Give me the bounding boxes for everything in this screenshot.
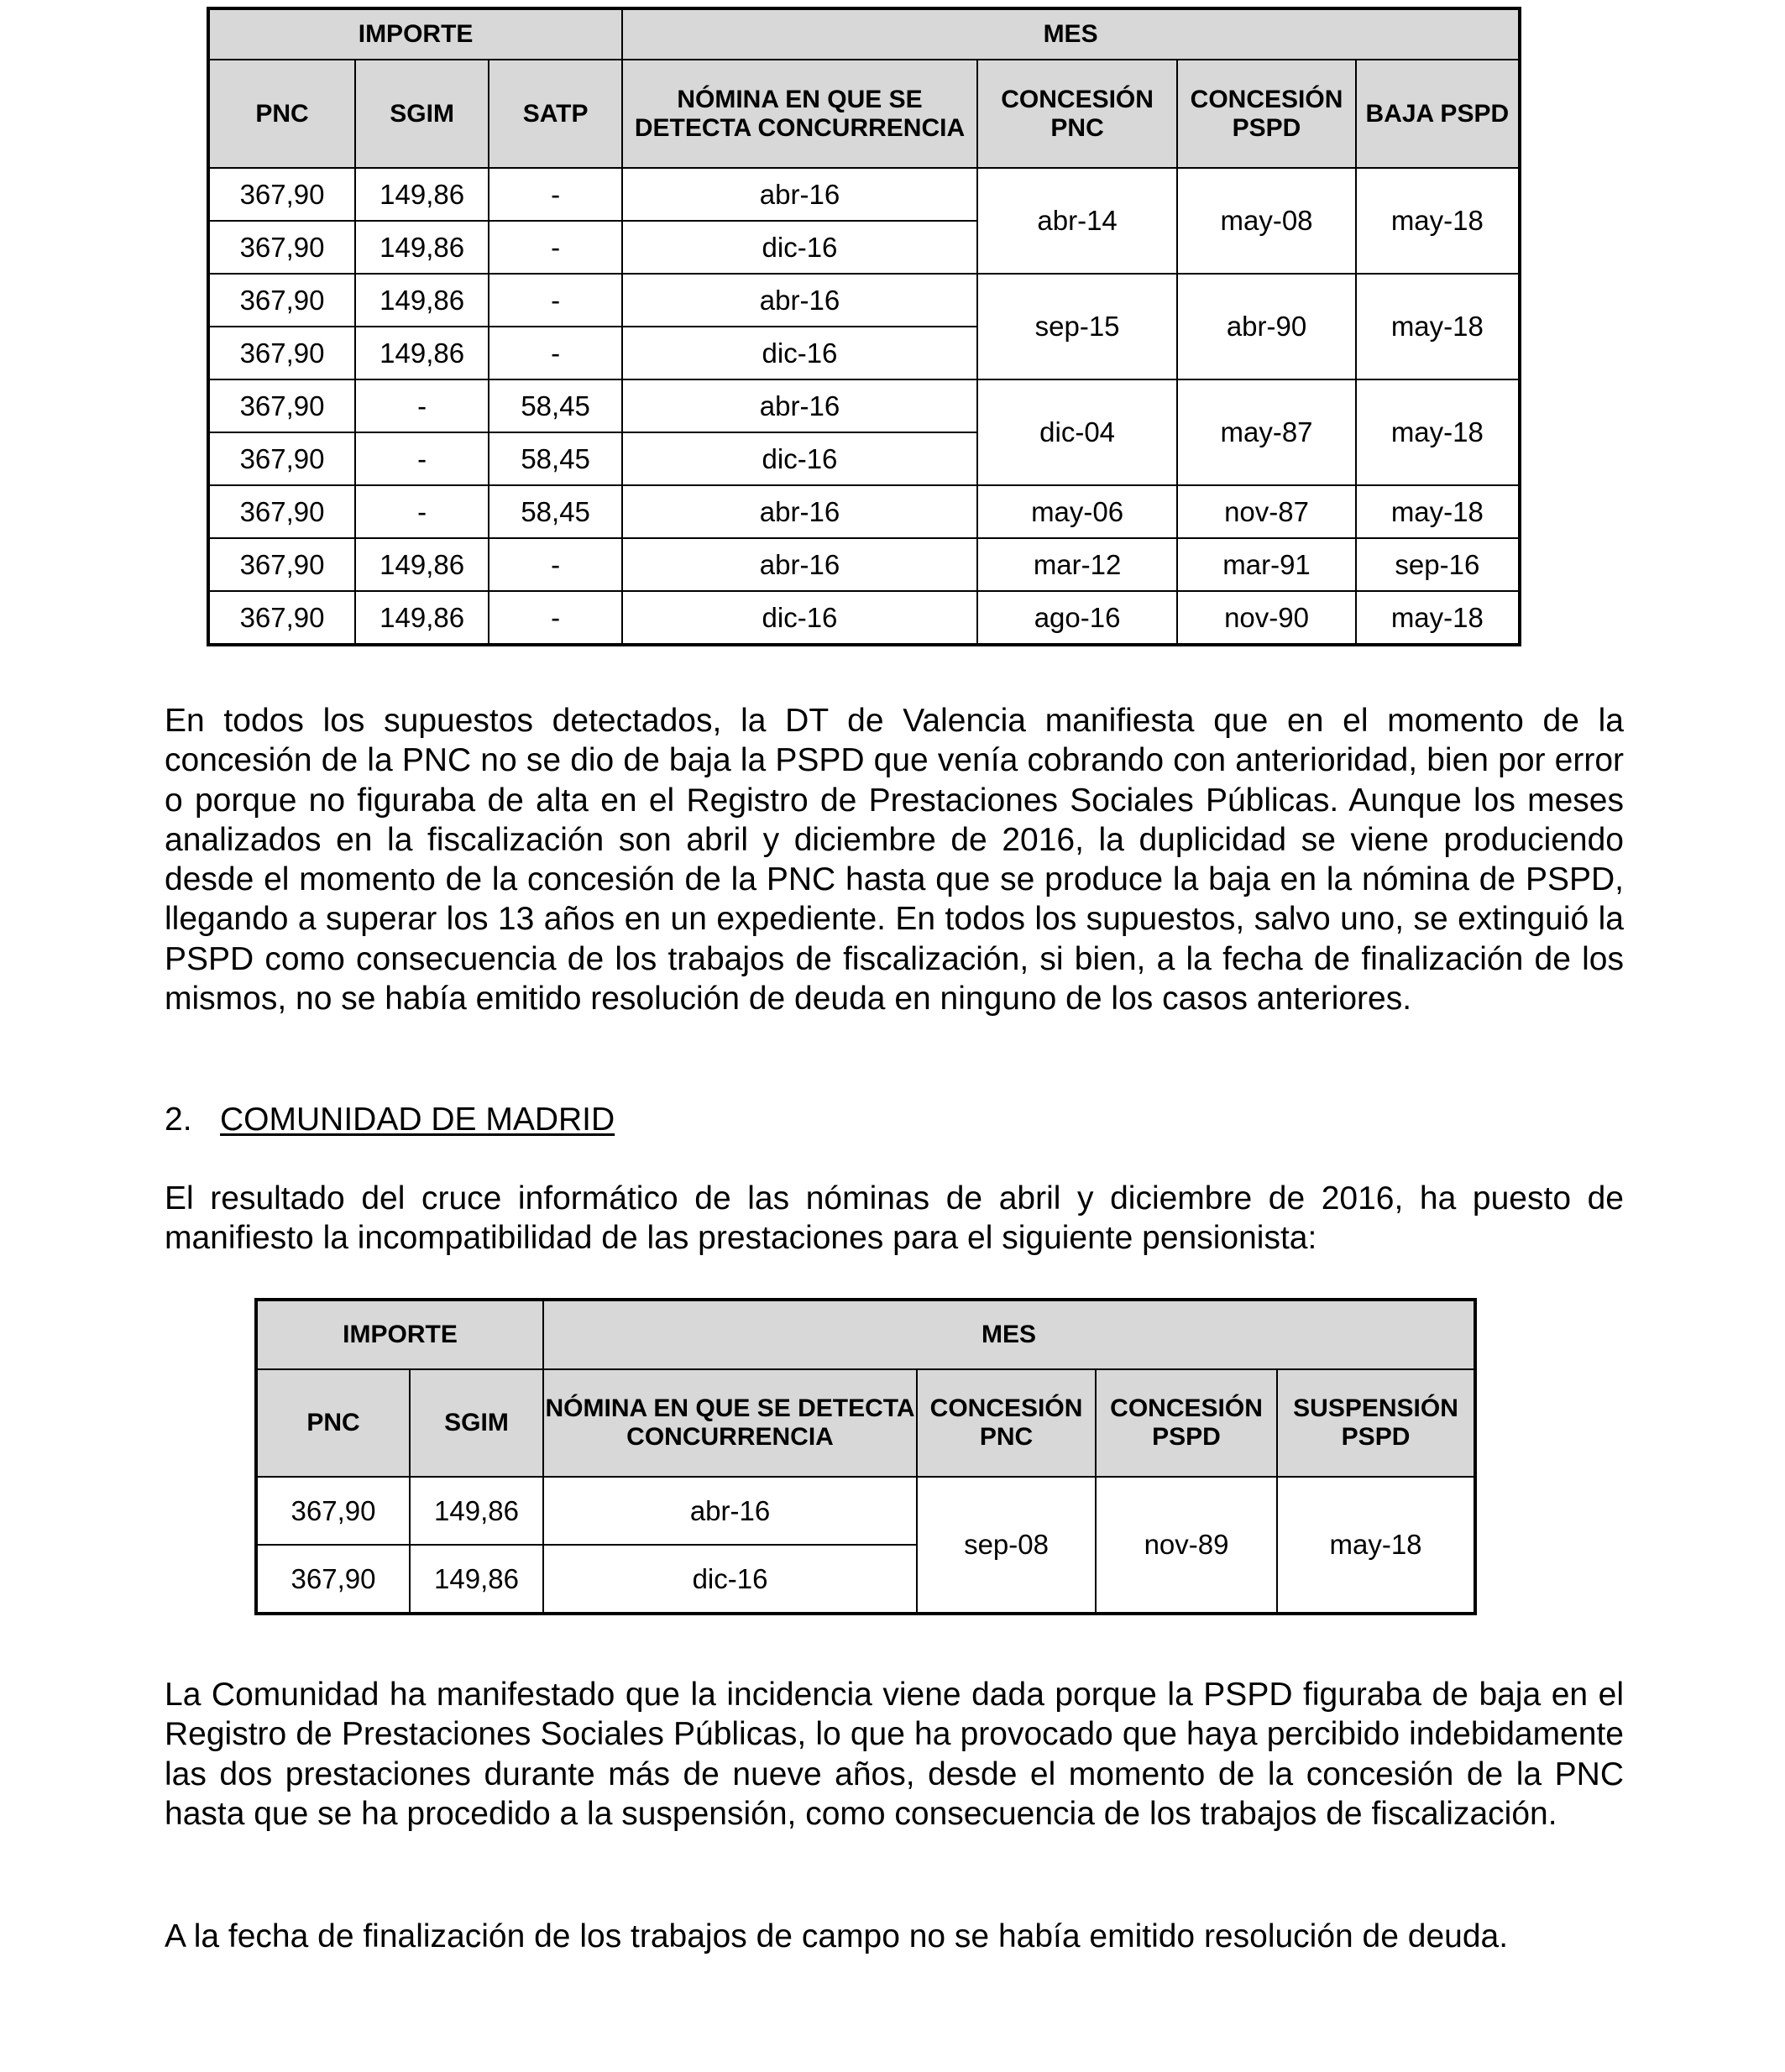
cell-nomina: dic-16 bbox=[543, 1545, 917, 1614]
table-row bbox=[208, 168, 1520, 221]
madrid-concurrence-table bbox=[254, 1298, 1477, 1615]
cell-nomina: abr-16 bbox=[622, 485, 977, 538]
table-row bbox=[208, 591, 1520, 645]
col-header-suspension-pspd: SUSPENSIÓN PSPD bbox=[1277, 1369, 1475, 1477]
cell-sgim: 149,86 bbox=[355, 538, 489, 591]
cell-nomina: abr-16 bbox=[622, 379, 977, 432]
table-row bbox=[208, 379, 1520, 432]
cell-pnc: 367,90 bbox=[208, 327, 355, 379]
cell-concesion-pspd: may-87 bbox=[1177, 379, 1355, 485]
cell-concesion-pnc: mar-12 bbox=[977, 538, 1178, 591]
cell-nomina: dic-16 bbox=[622, 327, 977, 379]
col-header-concesion-pnc: CONCESIÓN PNC bbox=[977, 60, 1178, 168]
cell-satp: - bbox=[489, 168, 622, 221]
cell-nomina: abr-16 bbox=[622, 274, 977, 327]
valencia-explanation-paragraph: En todos los supuestos detectados, la DT de Valencia manifiesta que en el momento de la concesión de la PNC no se dio de baja la PSPD que venía cobrando con anterioridad, bien por error o porque no figuraba de alta en el Registro de Prestaciones Sociales Públicas. Aunque los meses analizados en la fiscalización son abril y diciembre de 2016, la duplicidad se viene produciendo desde el momento de la concesión de la PNC hasta que se produce la baja en la nómina de PSPD, llegando a superar los 13 años en un expediente. En todos los supuestos, salvo uno, se extinguió la PSPD como consecuencia de los trabajos de fiscalización, si bien, a la fecha de finalización de los mismos, no se había emitido resolución de deuda en ninguno de los casos anteriores. bbox=[165, 703, 1624, 1018]
cell-satp: - bbox=[489, 327, 622, 379]
table-row bbox=[208, 485, 1520, 538]
cell-baja-pspd: may-18 bbox=[1356, 591, 1520, 645]
mes-group-header: MES bbox=[622, 8, 1520, 60]
cell-concesion-pspd: may-08 bbox=[1177, 168, 1355, 274]
cell-nomina: abr-16 bbox=[543, 1477, 917, 1545]
cell-satp: - bbox=[489, 538, 622, 591]
cell-satp: - bbox=[489, 221, 622, 274]
col-header-baja-pspd: BAJA PSPD bbox=[1356, 60, 1520, 168]
col-header-sgim: SGIM bbox=[410, 1369, 543, 1477]
cell-baja-pspd: sep-16 bbox=[1356, 538, 1520, 591]
cell-satp: 58,45 bbox=[489, 432, 622, 485]
cell-sgim: 149,86 bbox=[355, 274, 489, 327]
col-header-pnc: PNC bbox=[208, 60, 355, 168]
cell-concesion-pspd: mar-91 bbox=[1177, 538, 1355, 591]
cell-baja-pspd: may-18 bbox=[1356, 274, 1520, 379]
cell-concesion-pnc: may-06 bbox=[977, 485, 1178, 538]
section-title: COMUNIDAD DE MADRID bbox=[220, 1101, 615, 1138]
cell-sgim: - bbox=[355, 485, 489, 538]
cell-pnc: 367,90 bbox=[208, 432, 355, 485]
cell-pnc: 367,90 bbox=[208, 221, 355, 274]
cell-concesion-pnc: dic-04 bbox=[977, 379, 1178, 485]
cell-nomina: dic-16 bbox=[622, 432, 977, 485]
cell-pnc: 367,90 bbox=[208, 591, 355, 645]
importe-group-header: IMPORTE bbox=[256, 1300, 543, 1369]
cell-pnc: 367,90 bbox=[208, 379, 355, 432]
mes-group-header: MES bbox=[543, 1300, 1475, 1369]
table-row bbox=[208, 274, 1520, 327]
cell-concesion-pnc: abr-14 bbox=[977, 168, 1178, 274]
cell-sgim: 149,86 bbox=[355, 327, 489, 379]
madrid-intro-paragraph: El resultado del cruce informático de las nóminas de abril y diciembre de 2016, ha puesto de manifiesto la incompatibilidad de las prestaciones para el siguiente pensionista: bbox=[165, 1180, 1624, 1257]
cell-nomina: dic-16 bbox=[622, 221, 977, 274]
cell-suspension-pspd: may-18 bbox=[1277, 1477, 1475, 1614]
cell-baja-pspd: may-18 bbox=[1356, 168, 1520, 274]
cell-concesion-pnc: ago-16 bbox=[977, 591, 1178, 645]
cell-sgim: 149,86 bbox=[410, 1545, 543, 1614]
cell-concesion-pspd: nov-89 bbox=[1096, 1477, 1277, 1614]
closing-paragraph: A la fecha de finalización de los trabajos de campo no se había emitido resolución de deuda. bbox=[165, 1918, 1509, 1954]
col-header-nomina: NÓMINA EN QUE SE DETECTA CONCURRENCIA bbox=[543, 1369, 917, 1477]
importe-group-header: IMPORTE bbox=[208, 8, 622, 60]
table-row bbox=[208, 538, 1520, 591]
cell-baja-pspd: may-18 bbox=[1356, 379, 1520, 485]
cell-pnc: 367,90 bbox=[256, 1545, 410, 1614]
col-header-concesion-pnc: CONCESIÓN PNC bbox=[917, 1369, 1096, 1477]
cell-concesion-pspd: nov-90 bbox=[1177, 591, 1355, 645]
cell-baja-pspd: may-18 bbox=[1356, 485, 1520, 538]
cell-sgim: 149,86 bbox=[355, 591, 489, 645]
col-header-concesion-pspd: CONCESIÓN PSPD bbox=[1096, 1369, 1277, 1477]
cell-pnc: 367,90 bbox=[208, 168, 355, 221]
cell-satp: 58,45 bbox=[489, 379, 622, 432]
cell-satp: 58,45 bbox=[489, 485, 622, 538]
cell-sgim: - bbox=[355, 379, 489, 432]
cell-pnc: 367,90 bbox=[208, 274, 355, 327]
table-row bbox=[256, 1477, 1475, 1545]
cell-concesion-pspd: nov-87 bbox=[1177, 485, 1355, 538]
cell-pnc: 367,90 bbox=[208, 538, 355, 591]
cell-pnc: 367,90 bbox=[208, 485, 355, 538]
section-heading bbox=[165, 1100, 615, 1139]
cell-pnc: 367,90 bbox=[256, 1477, 410, 1545]
cell-satp: - bbox=[489, 274, 622, 327]
valencia-concurrence-table bbox=[207, 7, 1521, 646]
cell-sgim: 149,86 bbox=[355, 168, 489, 221]
col-header-concesion-pspd: CONCESIÓN PSPD bbox=[1177, 60, 1355, 168]
cell-sgim: - bbox=[355, 432, 489, 485]
cell-concesion-pnc: sep-08 bbox=[917, 1477, 1096, 1614]
cell-sgim: 149,86 bbox=[355, 221, 489, 274]
cell-concesion-pspd: abr-90 bbox=[1177, 274, 1355, 379]
cell-sgim: 149,86 bbox=[410, 1477, 543, 1545]
madrid-explanation-paragraph: La Comunidad ha manifestado que la incidencia viene dada porque la PSPD figuraba de baja en el Registro de Prestaciones Sociales Públicas, lo que ha provocado que haya percibido indebidamente las dos prestaciones durante más de nueve años, desde el momento de la concesión de la PNC hasta que se ha procedido a la suspensión, como consecuencia de los trabajos de fiscalización. bbox=[165, 1677, 1624, 1832]
section-number: 2. bbox=[165, 1101, 192, 1138]
cell-nomina: dic-16 bbox=[622, 591, 977, 645]
col-header-pnc: PNC bbox=[256, 1369, 410, 1477]
col-header-nomina: NÓMINA EN QUE SE DETECTA CONCURRENCIA bbox=[622, 60, 977, 168]
cell-satp: - bbox=[489, 591, 622, 645]
cell-nomina: abr-16 bbox=[622, 538, 977, 591]
col-header-sgim: SGIM bbox=[355, 60, 489, 168]
cell-concesion-pnc: sep-15 bbox=[977, 274, 1178, 379]
col-header-satp: SATP bbox=[489, 60, 622, 168]
cell-nomina: abr-16 bbox=[622, 168, 977, 221]
